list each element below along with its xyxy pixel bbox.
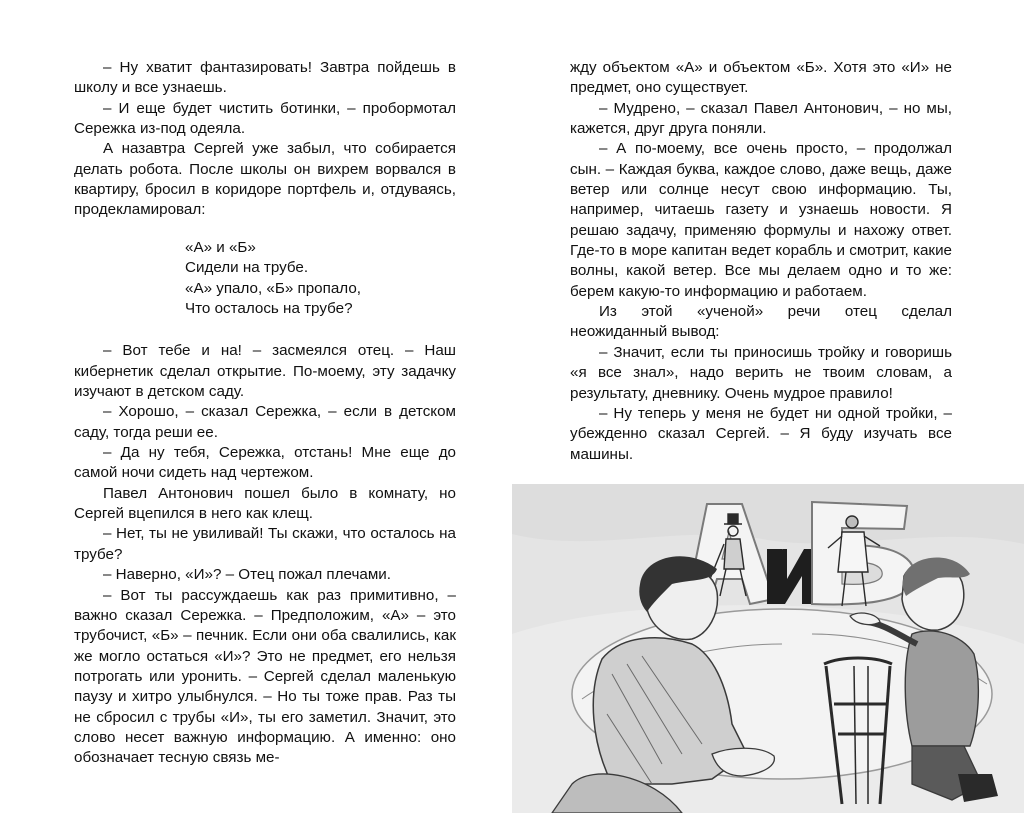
- poem-line: Что осталось на трубе?: [185, 299, 353, 317]
- poem-line: «А» упало, «Б» пропало,: [185, 279, 361, 297]
- paragraph: – Наверно, «И»? – Отец пожал плечами.: [103, 566, 391, 584]
- letter-a: А: [720, 506, 721, 507]
- poem: [185, 238, 456, 320]
- paragraph: – Хорошо, – сказал Сережка, – если в детском саду, тогда реши ее.: [74, 403, 456, 441]
- paragraph: – Значит, если ты приносишь тройку и говоришь «я все знал», надо верить не твоим словам, а результату, дневнику. Очень мудрое правило!: [570, 343, 952, 402]
- paragraph: – Да ну тебя, Сережка, отстань! Мне еще до самой ночи сидеть над чертежом.: [74, 444, 456, 482]
- poem-line: Сидели на трубе.: [185, 259, 309, 277]
- illustration: [512, 484, 1024, 813]
- paragraph: – И еще будет чистить ботинки, – пробормотал Сережка из-под одеяла.: [74, 99, 456, 138]
- letter-b: Б: [862, 504, 863, 505]
- paragraph: А назавтра Сергей уже забыл, что собирается делать робота. После школы он вихрем ворвался в квартиру, бросил в коридоре портфель и, отдуваясь, продекламировал:: [74, 140, 456, 219]
- paragraph: Павел Антонович пошел было в комнату, но Сергей вцепился в него как клещ.: [74, 484, 456, 523]
- paragraph: – Ну теперь у меня не будет ни одной тройки, – убежденно сказал Сергей. – Я буду изучать все машины.: [570, 404, 952, 463]
- poem-line: «А» и «Б»: [185, 238, 256, 256]
- paragraph: – Вот ты рассуждаешь как раз примитивно, – важно сказал Сережка. – Предположим, «А» – это трубочист, «Б» – печник. Если они оба свалились, как же могло остаться «И»? Это не предмет, его нельзя потрогать или уронить. – Сергей сделал маленькую паузу и хитро улыбнулся. – Но ты тоже прав. Раз ты не сбросил с трубы «И», ты его заметил. Значит, это слово несет важную информацию. А именно: оно обозначает тесную связь ме-: [74, 586, 456, 767]
- right-page: [570, 58, 952, 465]
- paragraph: – Мудрено, – сказал Павел Антонович, – но мы, кажется, друг друга поняли.: [570, 99, 952, 138]
- paragraph: Из этой «ученой» речи отец сделал неожиданный вывод:: [570, 303, 952, 341]
- paragraph: – А по-моему, все очень просто, – продолжал сын. – Каждая буква, каждое слово, даже вещь, даже ветер или солнце несут свою информацию. Ты, например, читаешь газету и узнаешь новости. Я решаю задачу, применяю формулы и нахожу ответ. Где-то в море капитан ведет корабль и смотрит, какие волны, какой ветер. Все мы делаем одно и то же: берем какую-то информацию и работаем.: [570, 140, 952, 300]
- illustration-drawing: [512, 484, 1024, 813]
- paragraph: – Ну хватит фантазировать! Завтра пойдешь в школу и все узнаешь.: [74, 59, 456, 97]
- paragraph: – Вот тебе и на! – засмеялся отец. – Наш кибернетик сделал открытие. По-моему, эту задачку изучают в детском саду.: [74, 342, 456, 401]
- left-page: [74, 58, 456, 769]
- paragraph: – Нет, ты не увиливай! Ты скажи, что осталось на трубе?: [74, 525, 456, 563]
- paragraph-continuation: жду объектом «А» и объектом «Б». Хотя это «И» не предмет, оно существует.: [570, 59, 952, 97]
- letter-i: И: [782, 550, 783, 551]
